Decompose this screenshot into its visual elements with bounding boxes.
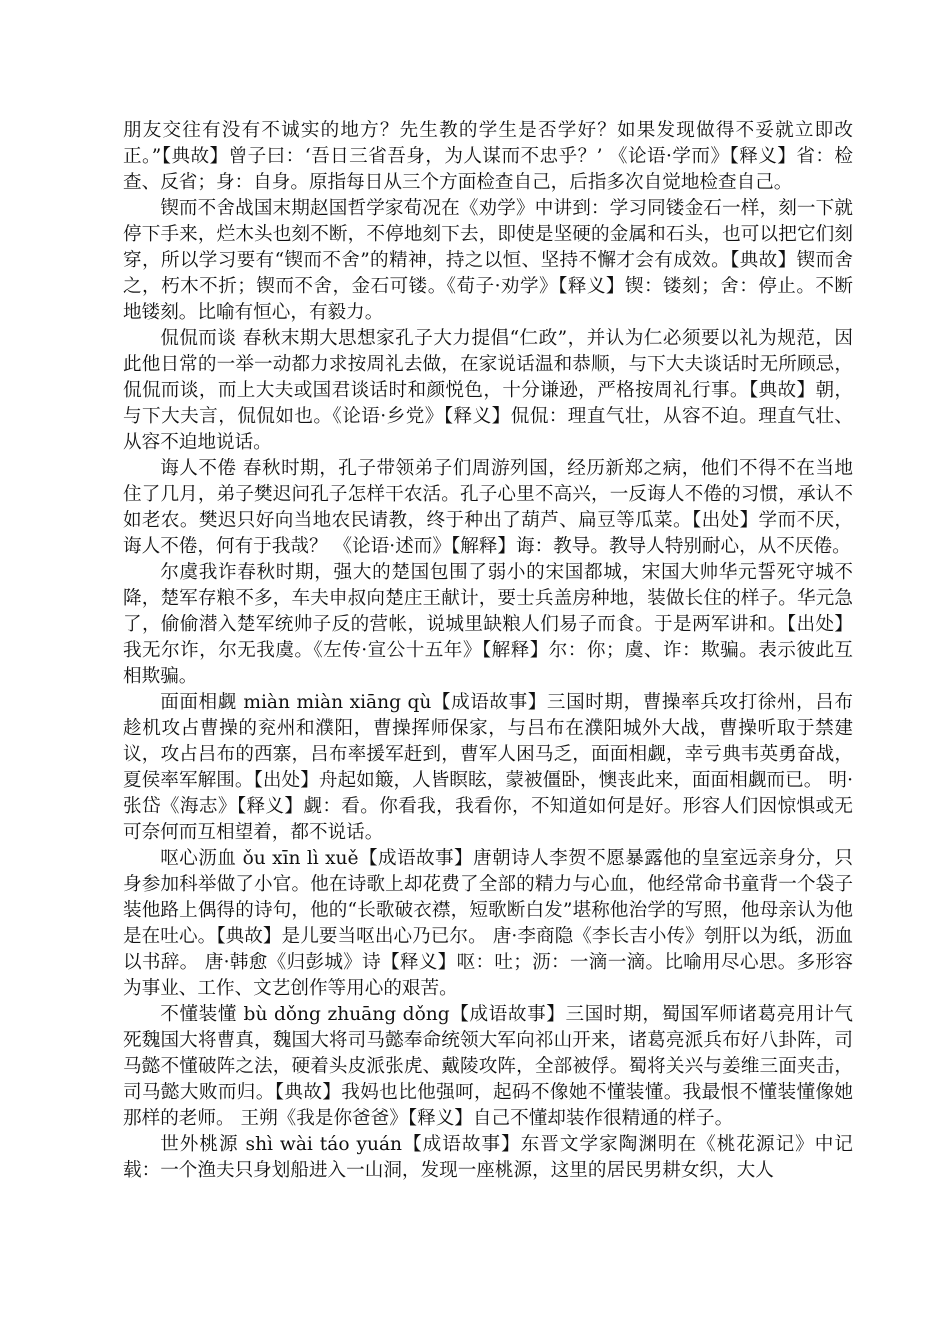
paragraph-budongzhuangdong: 不懂装懂 bù dǒng zhuāng dǒng【成语故事】三国时期，蜀国军师诸葛亮用计气死魏国大将曹真，魏国大将司马懿奉命统领大军向祁山开来，诸葛亮派兵布好八卦阵，司马懿不懂破阵之法，硬着头皮派张虎、戴陵攻阵，全部被俘。蜀将关兴与姜维三面夹击，司马懿大败而归。【典故】我妈也比他强呵，起码不像她不懂装懂。我最恨不懂装懂像她那样的老师。 王朔《我是你爸爸》【释义】自己不懂却装作很精通的样子。 (123, 1004, 853, 1129)
paragraph-huirenbujuan: 诲人不倦 春秋时期，孔子带领弟子们周游列国，经历新郑之病，他们不得不在当地住了几月，弟子樊迟问孔子怎样干农活。孔子心里不高兴，一反诲人不倦的习惯，承认不如老农。樊迟只好向当地农民请教，终于种出了葫芦、扁豆等瓜菜。【出处】学而不厌，诲人不倦，何有于我哉？ 《论语·述而》【解释】诲：教导。教导人特别耐心，从不厌倦。 (123, 458, 853, 557)
paragraph-sanxing: 朋友交往有没有不诚实的地方？先生教的学生是否学好？如果发现做得不妥就立即改正。”【典故】曾子曰：‘吾日三省吾身，为人谋而不忠乎？’ 《论语·学而》【释义】省：检查、反省；身：自身。原指每日从三个方面检查自己，后指多次自觉地检查自己。 (123, 120, 853, 193)
paragraph-mianmianxiangqu: 面面相觑 miàn miàn xiāng qù【成语故事】三国时期，曹操率兵攻打徐州，吕布趁机攻占曹操的兖州和濮阳，曹操挥师保家，与吕布在濮阳城外大战，曹操听取于禁建议，攻占吕布的西寨，吕布率援军赶到，曹军人困马乏，面面相觑，幸亏典韦英勇奋战，夏侯率军解围。【出处】舟起如簸，人皆瞑眩，蒙被僵卧，懊丧此来，面面相觑而已。 明·张岱《海志》【释义】觑：看。你看我，我看你，不知道如何是好。形容人们因惊惧或无可奈何而互相望着，都不说话。 (123, 692, 853, 843)
paragraph-kankanertan: 侃侃而谈 春秋末期大思想家孔子大力提倡“仁政”，并认为仁必须要以礼为规范，因此他日常的一举一动都力求按周礼去做，在家说话温和恭顺，与下大夫谈话时无所顾忌，侃侃而谈，而上大夫或国君谈话时和颜悦色，十分谦逊，严格按周礼行事。【典故】朝，与下大夫言，侃侃如也。《论语·乡党》【释义】侃侃：理直气壮，从容不迫。理直气壮、从容不迫地说话。 (123, 328, 853, 453)
document-page (123, 118, 853, 1184)
paragraph-qieerbushe: 锲而不舍战国末期赵国哲学家荀况在《劝学》中讲到：学习同镂金石一样，刻一下就停下手来，烂木头也刻不断，不停地刻下去，即使是坚硬的金属和石头，也可以把它们刻穿，所以学习要有“锲而不舍”的精神，持之以恒、坚持不懈才会有成效。【典故】锲而舍之，朽木不折；锲而不舍，金石可镂。《荀子·劝学》【释义】锲：镂刻；舍：停止。不断地镂刻。比喻有恒心，有毅力。 (123, 198, 853, 323)
paragraph-ouxinlixue: 呕心沥血 ǒu xīn lì xuě【成语故事】唐朝诗人李贺不愿暴露他的皇室远亲身分，只身参加科举做了小官。他在诗歌上却花费了全部的精力与心血，他经常命书童背一个袋子装他路上偶得的诗句，他的“长歌破衣襟，短歌断白发”堪称他治学的写照，他母亲认为他是在吐心。【典故】是儿要当呕出心乃已尔。 唐·李商隐《李长吉小传》刳肝以为纸，沥血以书辞。 唐·韩愈《归彭城》诗【释义】呕：吐；沥：一滴一滴。比喻用尽心思。多形容为事业、工作、文艺创作等用心的艰苦。 (123, 848, 853, 999)
paragraph-shiwaitaoyuan: 世外桃源 shì wài táo yuán【成语故事】东晋文学家陶渊明在《桃花源记》中记载：一个渔夫只身划船进入一山洞，发现一座桃源，这里的居民男耕女织，大人 (123, 1134, 853, 1181)
paragraph-eryuwozha: 尔虞我诈春秋时期，强大的楚国包围了弱小的宋国都城，宋国大帅华元誓死守城不降，楚军存粮不多，车夫申叔向楚庄王献计，要士兵盖房种地，装做长住的样子。华元急了，偷偷潜入楚军统帅子反的营帐，说城里缺粮人们易子而食。于是两军讲和。【出处】我无尔诈，尔无我虞。《左传·宣公十五年》【解释】尔：你；虞、诈：欺骗。表示彼此互相欺骗。 (123, 562, 853, 687)
